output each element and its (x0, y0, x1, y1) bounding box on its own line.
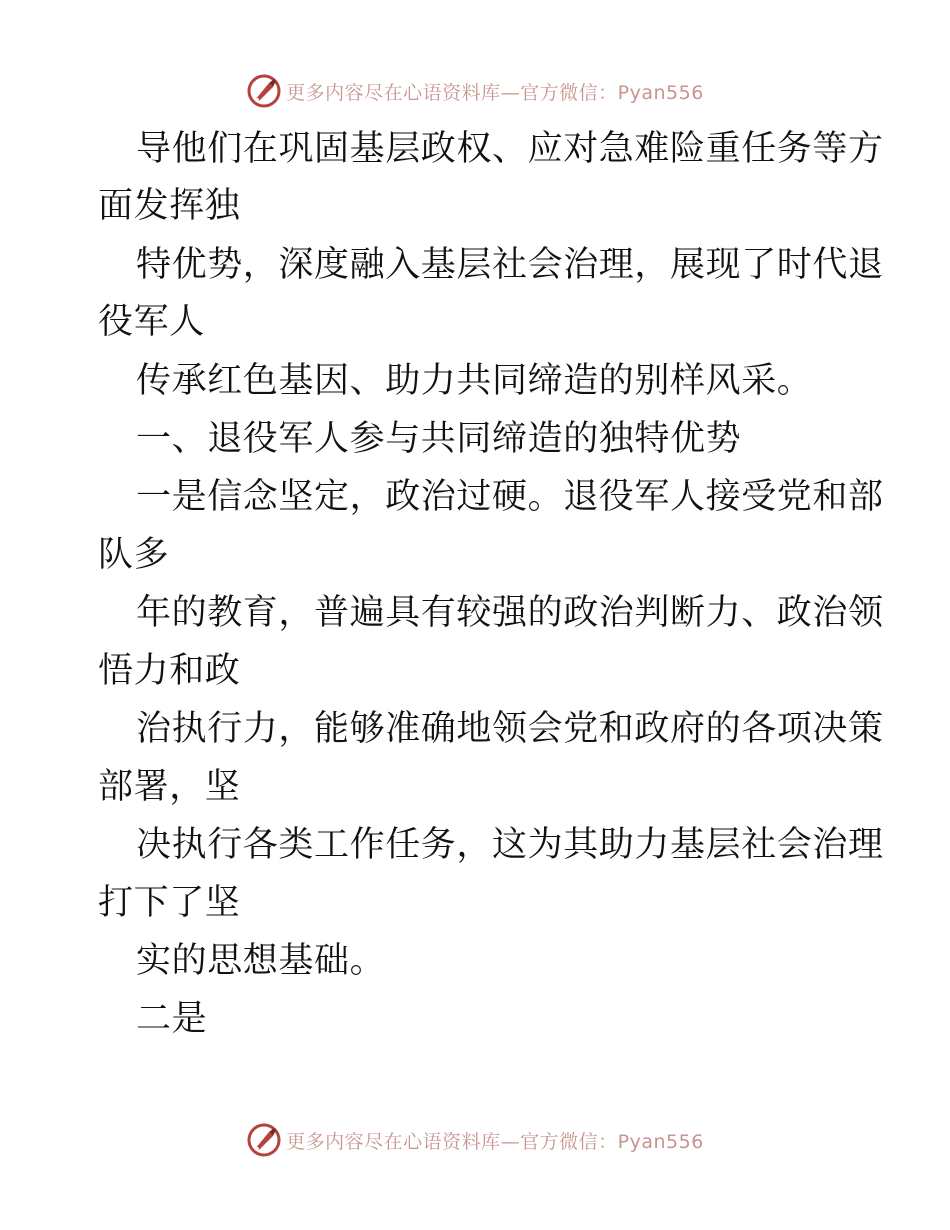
body-line: 年的教育，普遍具有较强的政治判断力、政治领 (136, 593, 884, 633)
pen-nib-logo-icon (246, 1122, 282, 1158)
body-line: 实的思想基础。 (136, 941, 386, 981)
section-heading: 一、退役军人参与共同缔造的独特优势 (136, 419, 742, 459)
body-line: 二是 (136, 999, 208, 1039)
watermark-text: 更多内容尽在心语资料库—官方微信：Pyan556 (286, 1130, 704, 1153)
body-line: 役军人 (98, 302, 205, 342)
watermark-text: 更多内容尽在心语资料库—官方微信：Pyan556 (286, 81, 704, 104)
body-line: 导他们在巩固基层政权、应对急难险重任务等方 (136, 129, 884, 169)
body-line: 决执行各类工作任务，这为其助力基层社会治理 (136, 825, 884, 865)
body-line: 部署，坚 (98, 767, 241, 807)
pen-nib-logo-icon (246, 73, 282, 109)
body-line: 治执行力，能够准确地领会党和政府的各项决策 (136, 709, 884, 749)
body-line: 一是信念坚定，政治过硬。退役军人接受党和部 (136, 477, 884, 517)
body-line: 特优势，深度融入基层社会治理，展现了时代退 (136, 245, 884, 285)
header-watermark (0, 71, 950, 111)
body-line: 队多 (98, 535, 170, 575)
body-line: 打下了坚 (98, 883, 241, 923)
body-line: 面发挥独 (98, 186, 241, 226)
footer-watermark (0, 1120, 950, 1160)
body-line: 传承红色基因、助力共同缔造的别样风采。 (136, 361, 813, 401)
body-line: 悟力和政 (98, 651, 241, 691)
